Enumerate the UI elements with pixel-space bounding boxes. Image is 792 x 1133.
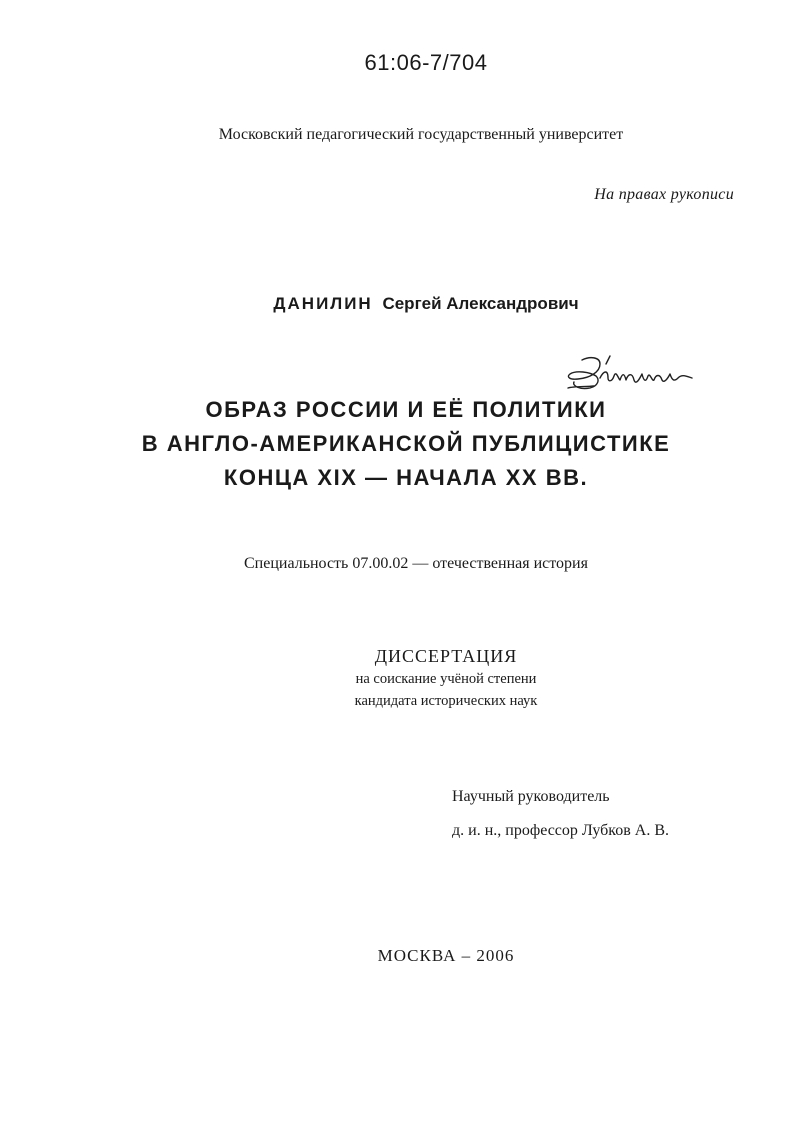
supervisor-label: Научный руководитель <box>452 788 610 805</box>
title-line-2: В АНГЛО-АМЕРИКАНСКОЙ ПУБЛИЦИСТИКЕ <box>141 431 671 456</box>
author-given-names: Сергей Александрович <box>382 294 579 313</box>
specialty: Специальность 07.00.02 — отечественная история <box>244 555 588 572</box>
dissertation-degree-line-2: кандидата исторических наук <box>354 693 538 709</box>
catalog-number: 61:06-7/704 <box>364 50 488 75</box>
dissertation-degree-line-1: на соискание учёной степени <box>355 671 537 687</box>
author-name <box>0 294 792 314</box>
title-line-3: КОНЦА XIX — НАЧАЛА XX ВВ. <box>223 465 589 490</box>
supervisor-block <box>452 780 669 848</box>
university-name: Московский педагогический государственный университет <box>218 126 624 143</box>
dissertation-block <box>0 644 792 712</box>
author-surname: ДАНИЛИН <box>273 294 373 313</box>
title-line-1: ОБРАЗ РОССИИ И ЕЁ ПОЛИТИКИ <box>205 397 607 422</box>
supervisor-name: д. и. н., профессор Лубков А. В. <box>452 822 670 839</box>
rights-note: На правах рукописи <box>594 186 734 203</box>
dissertation-title <box>0 393 792 495</box>
city-year: МОСКВА – 2006 <box>377 946 515 965</box>
signature <box>560 352 710 398</box>
dissertation-heading: ДИССЕРТАЦИЯ <box>374 646 518 666</box>
